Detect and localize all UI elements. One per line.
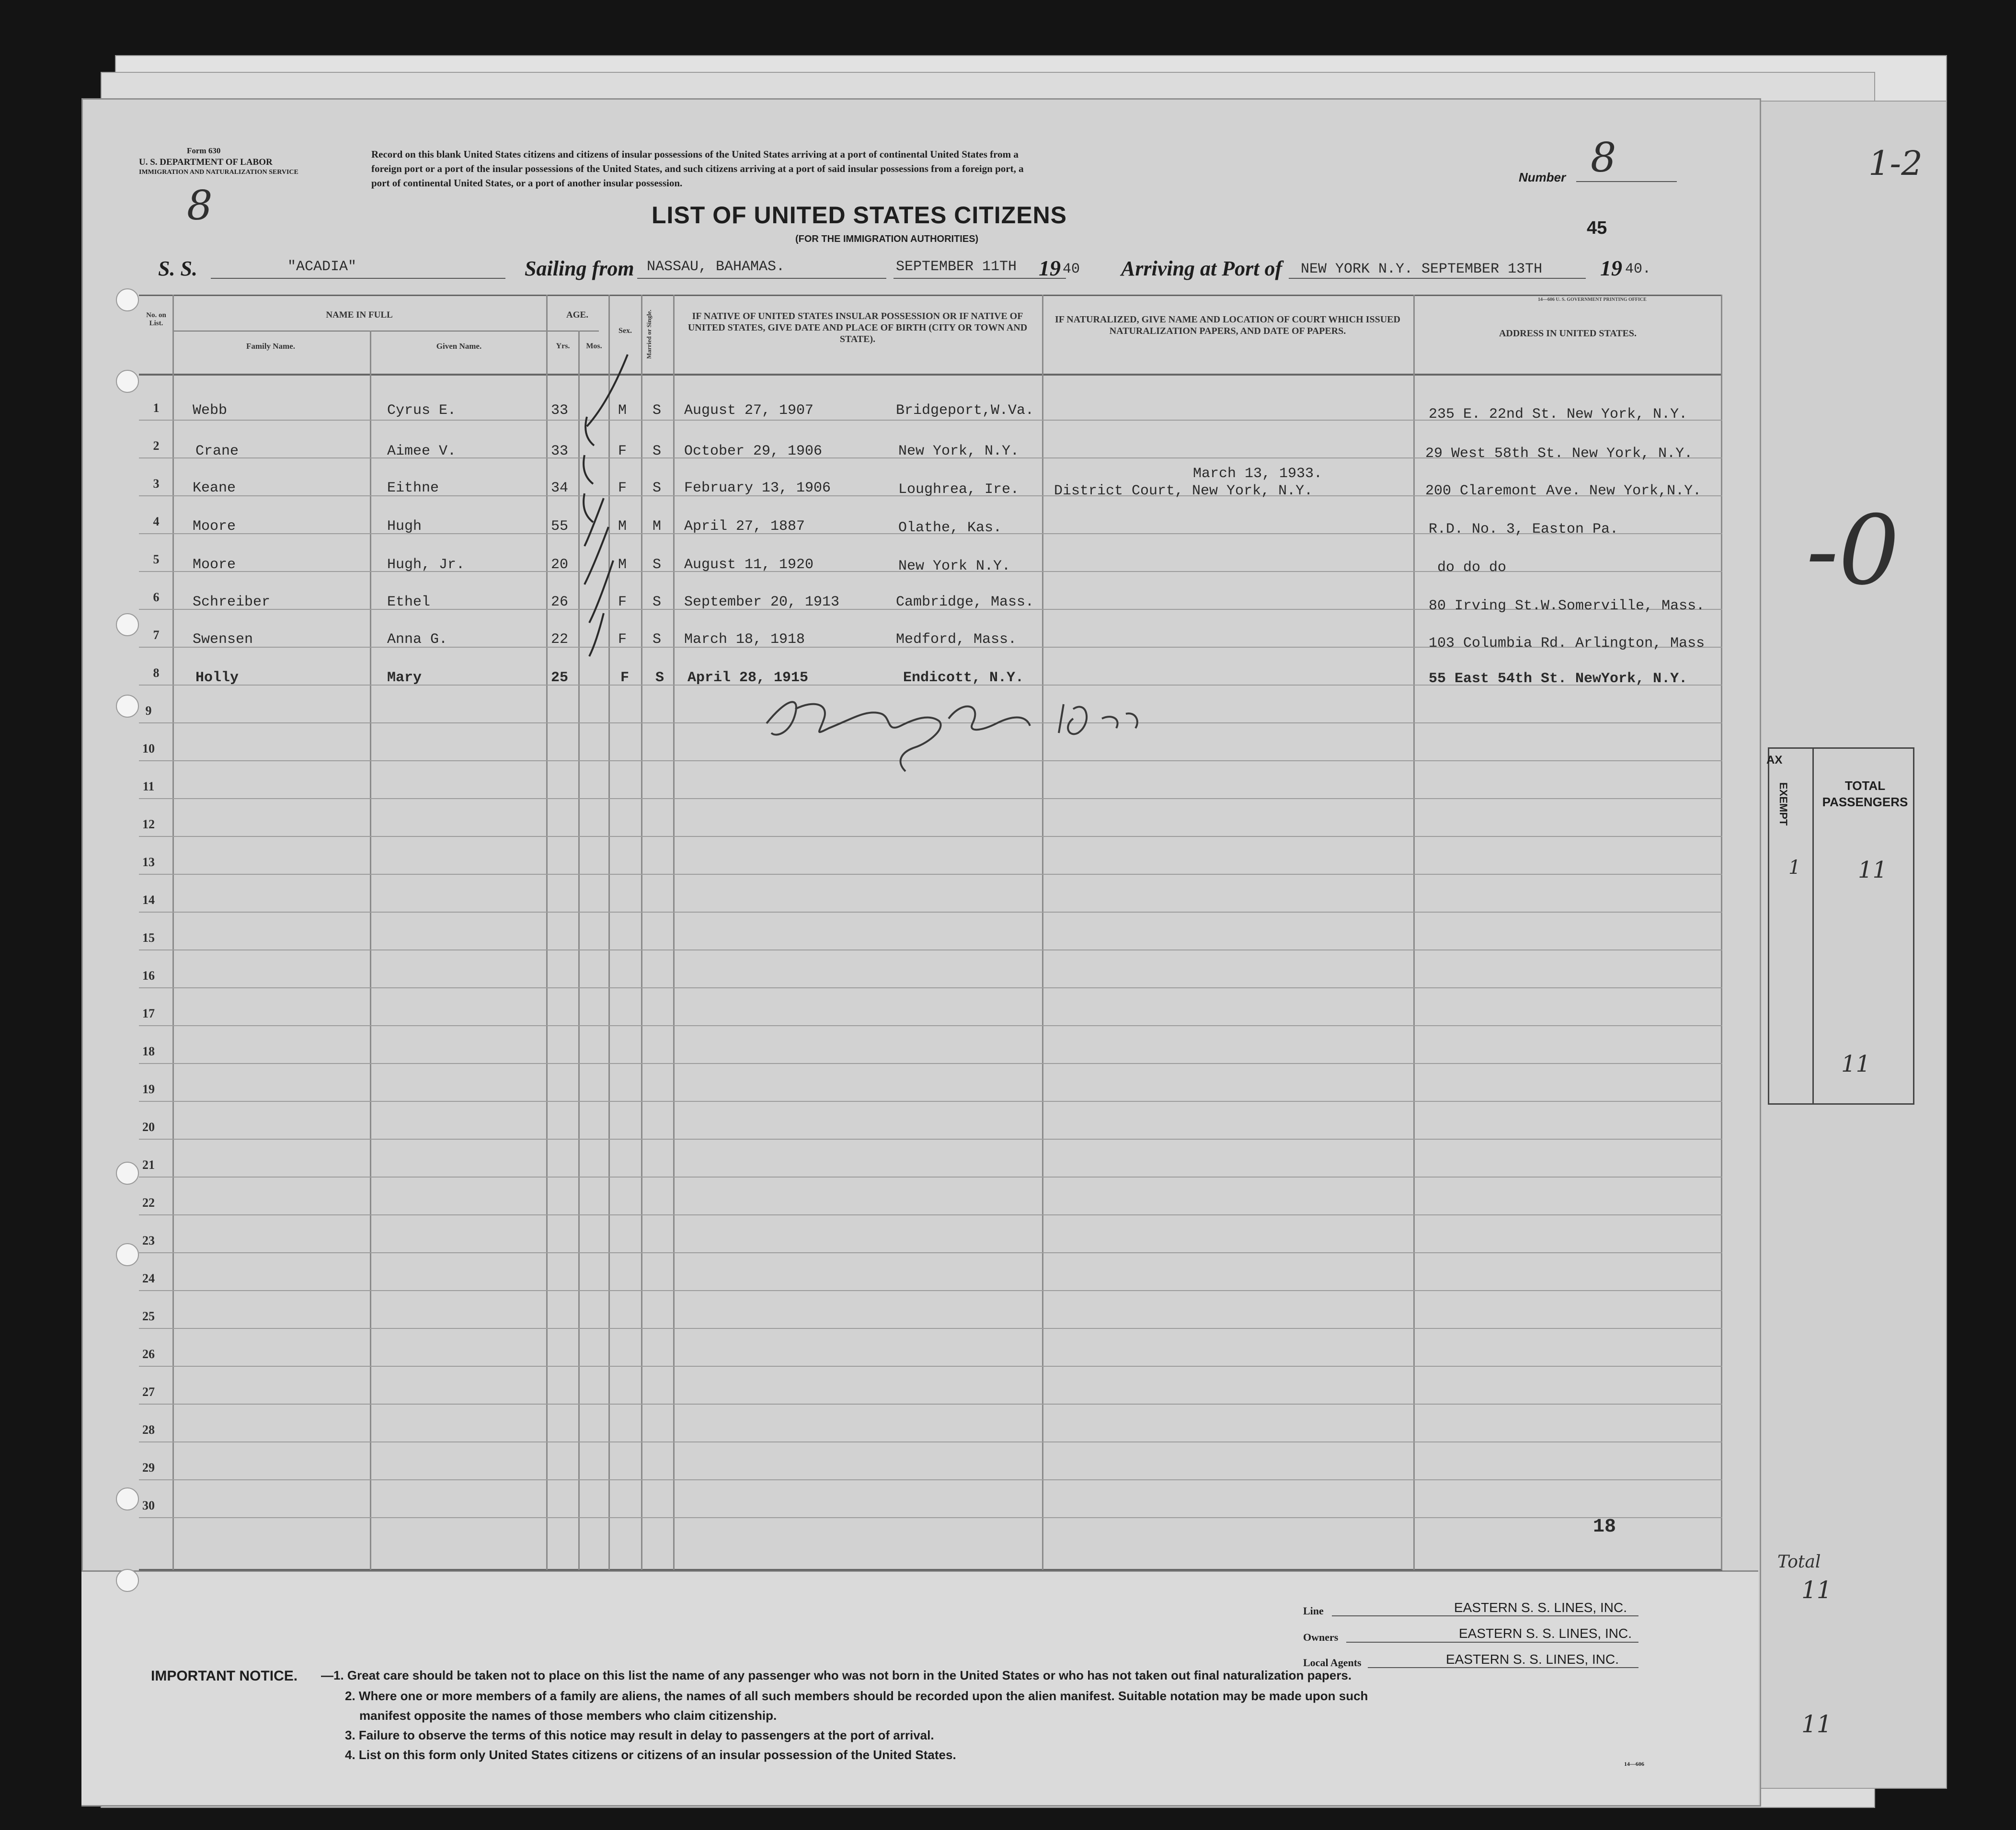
sex: M (618, 402, 627, 419)
family-name: Holly (195, 670, 239, 686)
row-rule (139, 874, 1722, 875)
age-years: 55 (551, 518, 569, 535)
row-rule (139, 1252, 1722, 1253)
side-value-total: 11 (1858, 857, 1888, 883)
notice-item-2a: 2. Where one or more members of a family are aliens, the names of all such members should be recorded upon the alien manifest. Suitable notation may be made upon such (345, 1689, 1368, 1703)
side-exempt-label: EXEMPT (1777, 782, 1789, 826)
birth-place: Cambridge, Mass. (896, 594, 1034, 610)
form-title: LIST OF UNITED STATES CITIZENS (652, 202, 1067, 229)
row-rule (139, 1517, 1722, 1518)
marital-status: S (653, 480, 662, 496)
family-name: Moore (193, 557, 236, 573)
local-agents-value: EASTERN S. S. LINES, INC. (1446, 1652, 1619, 1667)
row-number: 12 (142, 817, 155, 831)
address: 103 Columbia Rd. Arlington, Mass (1429, 635, 1705, 652)
col-rule (1413, 295, 1415, 1570)
row-number: 2 (153, 439, 160, 453)
col-header-naturalized: IF NATURALIZED, GIVE NAME AND LOCATION OF COURT WHICH ISSUED NATURALIZATION PAPERS, AND DATE OF PAPERS. (1055, 314, 1400, 336)
row-rule (139, 949, 1722, 950)
service-name: IMMIGRATION AND NATURALIZATION SERVICE (139, 169, 298, 176)
row-number: 3 (153, 477, 160, 491)
arriving-year-prefix: 19 (1600, 256, 1622, 280)
birth-place: Bridgeport,W.Va. (896, 402, 1034, 419)
given-name: Ethel (387, 594, 431, 610)
number-line (1576, 181, 1677, 182)
row-number: 30 (142, 1498, 155, 1512)
birth-place: Endicott, N.Y. (903, 670, 1024, 686)
row-number: 22 (142, 1196, 155, 1210)
birth-date: February 13, 1906 (684, 480, 831, 496)
side-total-label: Total (1777, 1552, 1821, 1572)
notice-item-1: —1. Great care should be taken not to place on this list the name of any passenger who was not born in the United States or who has not taken out final naturalization papers. (321, 1668, 1352, 1682)
row-number: 9 (145, 704, 152, 718)
col-rule (673, 295, 675, 1570)
given-name: Cyrus E. (387, 402, 457, 419)
page-number: 45 (1587, 218, 1607, 238)
marital-status: M (653, 518, 662, 535)
sex: M (618, 518, 627, 535)
ship-line (211, 278, 505, 279)
row-rule (139, 836, 1722, 837)
family-name: Moore (193, 518, 236, 535)
col-rule (546, 295, 548, 1570)
row-number: 24 (142, 1271, 155, 1285)
printer-office: U. S. GOVERNMENT PRINTING OFFICE (1556, 297, 1647, 302)
col-header-native: IF NATIVE OF UNITED STATES INSULAR POSSESSION OR IF NATIVE OF UNITED STATES, GIVE DATE AND PLACE OF BIRTH (CITY OR TOWN AND STATE). (687, 311, 1028, 344)
sailing-from-line (637, 278, 886, 279)
birth-date: October 29, 1906 (684, 443, 823, 459)
side-corner-mark: 1-2 (1868, 144, 1923, 183)
sailing-year-suffix: 40 (1063, 261, 1080, 277)
row-number: 8 (153, 666, 160, 680)
sailing-from: NASSAU, BAHAMAS. (647, 259, 785, 275)
sex: F (618, 480, 627, 496)
side-total-value-2: 11 (1801, 1710, 1832, 1738)
birth-date: August 27, 1907 (684, 402, 814, 419)
birth-place: New York, N.Y. (898, 443, 1019, 459)
sex: M (618, 557, 627, 573)
marital-status: S (655, 670, 664, 686)
side-value-exempt: 1 (1788, 857, 1801, 879)
row-number: 6 (153, 590, 160, 604)
row-rule (139, 1441, 1722, 1442)
row-number: 11 (142, 779, 155, 793)
line-value: EASTERN S. S. LINES, INC. (1454, 1600, 1627, 1615)
row-number: 14 (142, 893, 155, 907)
col-header-sex: Sex. (619, 327, 632, 335)
inspector-signature (757, 680, 1159, 776)
sailing-date: SEPTEMBER 11TH (896, 259, 1017, 275)
address: 29 West 58th St. New York, N.Y. (1425, 446, 1693, 462)
printer-code: 14—606 (1538, 297, 1555, 302)
sex: F (618, 631, 627, 648)
naturalization-court: District Court, New York, N.Y. (1054, 483, 1313, 499)
side-total-passengers-label: TOTAL PASSENGERS (1822, 778, 1908, 809)
form-subtitle: (FOR THE IMMIGRATION AUTHORITIES) (795, 234, 979, 244)
notice-item-3: 3. Failure to observe the terms of this notice may result in delay to passengers at the port of arrival. (345, 1728, 934, 1742)
row-rule (139, 1366, 1722, 1367)
birth-date: April 27, 1887 (684, 518, 805, 535)
row-number: 25 (142, 1309, 155, 1323)
line-field (1332, 1615, 1638, 1616)
arriving-label: Arriving at Port of (1121, 257, 1283, 280)
header-bottom-rule (139, 374, 1722, 376)
age-years: 26 (551, 594, 569, 610)
marital-status: S (653, 443, 662, 459)
given-name: Aimee V. (387, 443, 457, 459)
row-rule (139, 1404, 1722, 1405)
ship-name: "ACADIA" (287, 259, 357, 275)
side-divider (1812, 749, 1814, 1103)
age-years: 34 (551, 480, 569, 496)
given-name: Hugh (387, 518, 422, 535)
address: 80 Irving St.W.Somerville, Mass. (1429, 598, 1705, 614)
col-rule (1042, 295, 1043, 1570)
number-value: 8 (1591, 134, 1616, 181)
side-tax-fragment: AX (1766, 754, 1783, 766)
row-rule (139, 1177, 1722, 1178)
age-years: 20 (551, 557, 569, 573)
family-name: Webb (193, 402, 228, 419)
family-name: Keane (193, 480, 236, 496)
birth-date: August 11, 1920 (684, 557, 814, 573)
given-name: Mary (387, 670, 422, 686)
age-years: 22 (551, 631, 569, 648)
sex: F (618, 443, 627, 459)
col-header-yrs: Yrs. (556, 342, 570, 350)
owners-field (1346, 1642, 1638, 1643)
birth-place: New York N.Y. (898, 558, 1011, 574)
table-top-rule (139, 295, 1722, 296)
row-number: 20 (142, 1120, 155, 1134)
department-name: U. S. DEPARTMENT OF LABOR (139, 157, 273, 167)
sex: F (618, 594, 627, 610)
instructions-line-1: Record on this blank United States citizens and citizens of insular possessions of the United States arriving at a port of continental United States from a (371, 149, 1019, 160)
row-rule (139, 1063, 1722, 1064)
arriving-line (1289, 278, 1586, 279)
address: 235 E. 22nd St. New York, N.Y. (1429, 406, 1688, 423)
owners-value: EASTERN S. S. LINES, INC. (1459, 1626, 1632, 1641)
row-rule (139, 912, 1722, 913)
side-big-mark: -0 (1806, 495, 1900, 606)
col-rule (172, 295, 174, 1570)
col-header-name-in-full: NAME IN FULL (326, 310, 393, 320)
col-header-married: Married or Single. (645, 309, 653, 359)
row-rule (139, 1101, 1722, 1102)
col-header-given-name: Given Name. (436, 342, 482, 351)
address: 55 East 54th St. NewYork, N.Y. (1429, 671, 1688, 687)
birth-place: Loughrea, Ire. (898, 481, 1019, 498)
given-name: Eithne (387, 480, 439, 496)
main-form-sheet (81, 98, 1761, 1807)
line-label: Line (1303, 1605, 1324, 1617)
printer-mark (1538, 297, 1647, 302)
address: 200 Claremont Ave. New York,N.Y. (1425, 483, 1702, 499)
row-rule (139, 798, 1722, 799)
row-number: 4 (153, 515, 160, 528)
row-number: 7 (153, 628, 160, 642)
side-tally-box (1768, 747, 1914, 1105)
family-name: Swensen (193, 631, 253, 648)
number-label: Number (1519, 170, 1566, 184)
top-left-mark: 8 (187, 182, 213, 229)
row-number: 19 (142, 1082, 155, 1096)
row-rule (139, 1214, 1722, 1215)
row-number: 21 (142, 1158, 155, 1172)
family-name: Crane (195, 443, 239, 459)
age-years: 25 (551, 670, 569, 686)
instructions-line-2: foreign port or a port of the insular possessions of the United States, and such citizens arriving at a port of said insular possessions from a foreign port, a (371, 163, 1024, 174)
arriving-port: NEW YORK N.Y. SEPTEMBER 13TH (1301, 261, 1543, 277)
row-number: 27 (142, 1385, 155, 1399)
address: do do do (1437, 560, 1507, 576)
side-total-value: 11 (1801, 1576, 1832, 1604)
row-number: 16 (142, 969, 155, 983)
col-header-address: ADDRESS IN UNITED STATES. (1499, 328, 1637, 339)
arriving-year-suffix: 40. (1625, 261, 1651, 277)
row-number: 26 (142, 1347, 155, 1361)
punch-hole (116, 1569, 139, 1592)
bottom-code: 14—606 (1624, 1761, 1644, 1767)
sailing-year-prefix: 19 (1039, 256, 1061, 280)
header-divider (172, 331, 599, 332)
instructions-line-3: port of continental United States, or a port of another insular possession. (371, 177, 683, 189)
notice-item-2b: manifest opposite the names of those members who claim citizenship. (359, 1708, 777, 1723)
col-header-age: AGE. (566, 310, 588, 320)
given-name: Anna G. (387, 631, 448, 648)
birth-date: March 18, 1918 (684, 631, 805, 648)
row-number: 17 (142, 1006, 155, 1020)
row-rule (139, 1139, 1722, 1140)
row-rule (139, 1290, 1722, 1291)
birth-place: Olathe, Kas. (898, 520, 1002, 536)
address: R.D. No. 3, Easton Pa. (1429, 521, 1619, 538)
row-number: 18 (142, 1044, 155, 1058)
marital-status: S (653, 402, 662, 419)
age-years: 33 (551, 443, 569, 459)
col-header-mos: Mos. (586, 342, 602, 350)
row-number: 15 (142, 931, 155, 945)
row-rule (139, 1025, 1722, 1026)
table-bottom-rule (139, 1569, 1722, 1571)
punch-hole (116, 613, 139, 636)
given-name: Hugh, Jr. (387, 557, 465, 573)
marital-status: S (653, 557, 662, 573)
age-years: 33 (551, 402, 569, 419)
form-number: Form 630 (187, 146, 221, 155)
local-agents-field (1368, 1667, 1638, 1668)
row-number: 28 (142, 1423, 155, 1437)
row-rule (139, 1479, 1722, 1480)
row-rule (139, 987, 1722, 988)
row-number: 23 (142, 1234, 155, 1247)
bottom-count: 18 (1593, 1516, 1616, 1538)
col-rule (1721, 295, 1722, 1570)
handwritten-checkmarks (570, 345, 647, 680)
birth-date: April 28, 1915 (687, 670, 809, 686)
birth-place: Medford, Mass. (896, 631, 1017, 648)
notice-heading: IMPORTANT NOTICE. (151, 1668, 298, 1684)
col-header-family-name: Family Name. (246, 342, 295, 351)
ss-label: S. S. (158, 257, 197, 280)
birth-date: September 20, 1913 (684, 594, 840, 610)
row-number: 5 (153, 552, 160, 566)
marital-status: S (653, 594, 662, 610)
row-rule (139, 1328, 1722, 1329)
family-name: Schreiber (193, 594, 271, 610)
naturalization-date: March 13, 1933. (1193, 466, 1323, 482)
row-number: 10 (142, 742, 155, 755)
punch-hole (116, 370, 139, 393)
sex: F (620, 670, 630, 686)
col-header-no: No. on List. (146, 311, 166, 327)
notice-item-4: 4. List on this form only United States citizens or citizens of an insular possession of the United States. (345, 1748, 956, 1762)
marital-status: S (653, 631, 662, 648)
owners-label: Owners (1303, 1631, 1339, 1643)
row-number: 13 (142, 855, 155, 869)
row-number: 1 (153, 401, 160, 415)
sailing-label: Sailing from (525, 257, 634, 280)
side-value-total-bottom: 11 (1841, 1051, 1871, 1077)
punch-hole (116, 288, 139, 311)
local-agents-label: Local Agents (1303, 1657, 1362, 1669)
row-number: 29 (142, 1461, 155, 1475)
